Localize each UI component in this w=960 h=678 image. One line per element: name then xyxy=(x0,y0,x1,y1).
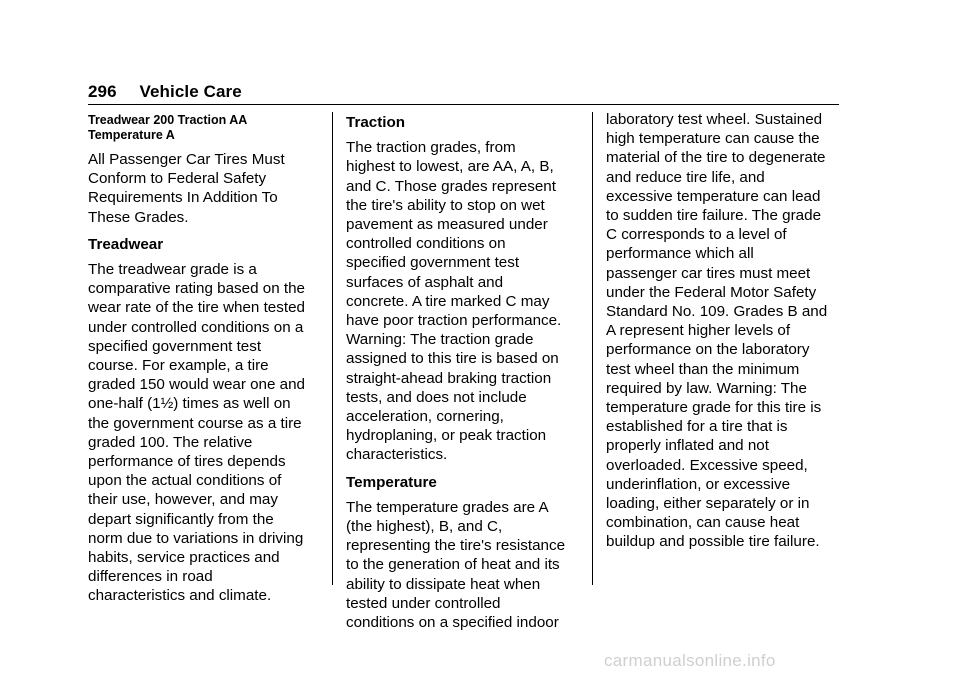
text-line: habits, service practices and xyxy=(88,549,280,567)
text-line: material of the tire to degenerate xyxy=(606,149,826,167)
text-line: The traction grades, from xyxy=(346,139,516,157)
text-line: established for a tire that is xyxy=(606,418,788,436)
treadwear-heading: Treadwear xyxy=(88,235,164,253)
conform-statement xyxy=(88,150,328,227)
temperature-paragraph xyxy=(346,498,586,632)
text-line: wear rate of the tire when tested xyxy=(88,299,305,317)
text-line: to the generation of heat and its xyxy=(346,556,560,574)
page-header xyxy=(88,82,242,102)
text-line: properly inflated and not xyxy=(606,437,769,455)
text-line: their use, however, and may xyxy=(88,491,278,509)
text-line: Conform to Federal Safety xyxy=(88,170,267,188)
text-line: high temperature can cause the xyxy=(606,130,820,148)
column-3 xyxy=(606,110,846,560)
text-line: ability to dissipate heat when xyxy=(346,575,541,593)
text-line: under the Federal Motor Safety xyxy=(606,283,817,301)
tire-grade-label xyxy=(88,113,328,142)
traction-paragraph xyxy=(346,138,586,464)
column-2 xyxy=(346,113,586,640)
text-line: one-half (1½) times as well on xyxy=(88,395,291,413)
text-line: depart significantly from the xyxy=(88,510,274,528)
text-line: The treadwear grade is a xyxy=(88,261,257,279)
text-line: graded 100. The relative xyxy=(88,433,253,451)
text-line: laboratory test wheel. Sustained xyxy=(606,111,823,128)
text-line: performance of tires depends xyxy=(88,453,286,471)
text-line: characteristics and climate. xyxy=(88,587,272,605)
text-line: test wheel than the minimum xyxy=(606,360,800,378)
text-line: combination, can cause heat xyxy=(606,514,800,532)
text-line: upon the actual conditions of xyxy=(88,472,282,490)
text-line: differences in road xyxy=(88,568,213,586)
text-line: and C. Those grades represent xyxy=(346,177,556,195)
text-line: course. For example, a tire xyxy=(88,357,269,375)
text-line: surfaces of asphalt and xyxy=(346,273,504,291)
text-line: specified government test xyxy=(88,337,262,355)
text-line: loading, either separately or in xyxy=(606,495,810,513)
text-line: These Grades. xyxy=(88,208,189,226)
text-line: buildup and possible tire failure. xyxy=(606,533,820,551)
text-line: Requirements In Addition To xyxy=(88,189,278,207)
text-line: All Passenger Car Tires Must xyxy=(88,151,285,168)
text-line: underinflation, or excessive xyxy=(606,475,791,493)
text-line: Warning: The traction grade xyxy=(346,331,534,349)
text-line: concrete. A tire marked C may xyxy=(346,292,550,310)
text-line: norm due to variations in driving xyxy=(88,529,304,547)
text-line: and reduce tire life, and xyxy=(606,168,765,186)
text-line: acceleration, cornering, xyxy=(346,408,504,426)
temperature-heading: Temperature xyxy=(346,473,437,491)
text-line: hydroplaning, or peak traction xyxy=(346,427,547,445)
column-1 xyxy=(88,113,328,614)
text-line: Standard No. 109. Grades B and xyxy=(606,303,828,321)
temperature-continued-paragraph xyxy=(606,110,846,552)
traction-heading: Traction xyxy=(346,114,406,131)
watermark: carmanualsonline.info xyxy=(604,651,776,670)
text-line: assigned to this tire is based on xyxy=(346,350,559,368)
text-line: straight-ahead braking traction xyxy=(346,369,552,387)
text-line: performance on the laboratory xyxy=(606,341,810,359)
text-line: controlled conditions on xyxy=(346,235,506,253)
text-line: overloaded. Excessive speed, xyxy=(606,456,808,474)
header-rule xyxy=(88,104,839,105)
column-divider-2 xyxy=(592,112,593,585)
column-divider-1 xyxy=(332,112,333,585)
page-number: 296 xyxy=(88,82,117,101)
text-line: (the highest), B, and C, xyxy=(346,518,503,536)
text-line: tests, and does not include xyxy=(346,388,527,406)
tire-grade-label-line: Treadwear 200 Traction AA xyxy=(88,113,248,127)
text-line: temperature grade for this tire is xyxy=(606,399,822,417)
text-line: the tire's ability to stop on wet xyxy=(346,196,545,214)
text-line: under controlled conditions on a xyxy=(88,318,304,336)
text-line: C corresponds to a level of xyxy=(606,226,787,244)
tire-grade-label-line: Temperature A xyxy=(88,127,175,142)
text-line: tested under controlled xyxy=(346,594,501,612)
text-line: graded 150 would wear one and xyxy=(88,376,306,394)
text-line: to sudden tire failure. The grade xyxy=(606,207,822,225)
treadwear-paragraph xyxy=(88,260,328,606)
text-line: passenger car tires must meet xyxy=(606,264,811,282)
section-title: Vehicle Care xyxy=(139,82,242,101)
text-line: the government course as a tire xyxy=(88,414,302,432)
text-line: have poor traction performance. xyxy=(346,312,562,330)
text-line: excessive temperature can lead xyxy=(606,187,821,205)
text-line: highest to lowest, are AA, A, B, xyxy=(346,158,554,176)
text-line: The temperature grades are A xyxy=(346,498,549,516)
text-line: performance which all xyxy=(606,245,754,263)
text-line: A represent higher levels of xyxy=(606,322,791,340)
text-line: representing the tire's resistance xyxy=(346,537,566,555)
text-line: conditions on a specified indoor xyxy=(346,614,559,632)
text-line: pavement as measured under xyxy=(346,216,548,234)
text-line: specified government test xyxy=(346,254,520,272)
text-line: characteristics. xyxy=(346,446,448,464)
text-line: comparative rating based on the xyxy=(88,280,305,298)
text-line: required by law. Warning: The xyxy=(606,379,807,397)
